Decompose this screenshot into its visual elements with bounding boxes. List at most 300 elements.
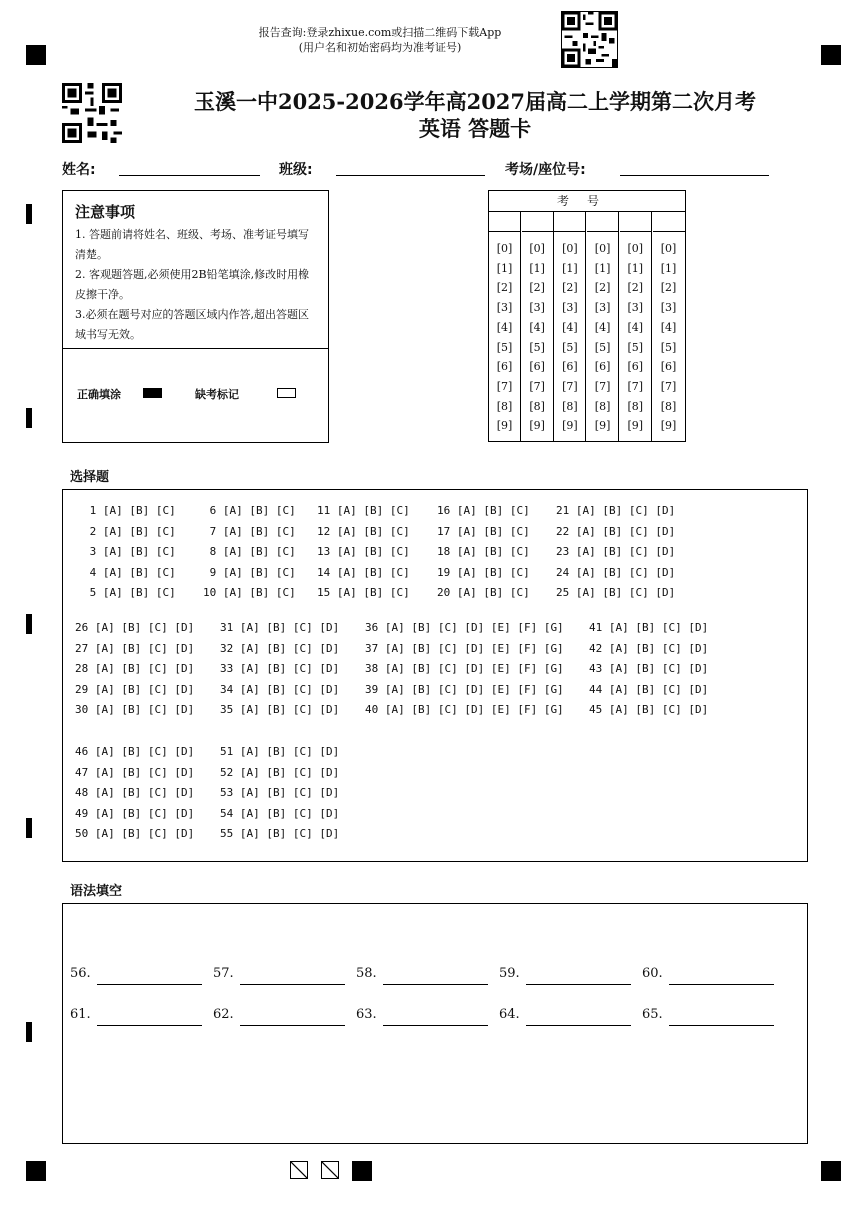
question-number: 43 [589,662,609,676]
digit-bubble[interactable]: [2] [529,281,545,295]
exam-number-column [653,211,685,441]
digit-bubble[interactable]: [3] [627,301,644,315]
exam-number-write-cell[interactable] [620,211,651,232]
question-number: 45 [589,703,609,717]
answer-options[interactable]: [A] [B] [C] [D] [608,621,709,634]
digit-bubble[interactable]: [6] [562,360,578,374]
digit-bubble[interactable]: [1] [562,261,578,275]
digit-bubble[interactable]: [3] [594,301,611,315]
exam-number-write-cell[interactable] [554,211,585,232]
choice-question[interactable] [589,683,708,696]
blank-answer-line[interactable] [240,1025,345,1026]
answer-options[interactable]: [A] [B] [C] [222,524,296,538]
answer-options[interactable]: [A] [B] [C] [456,565,530,579]
digit-bubble[interactable]: [8] [627,399,644,413]
answer-options[interactable]: [A] [B] [C] [456,545,530,559]
answer-options[interactable]: [A] [B] [C] [D] [608,682,709,696]
choice-question[interactable] [317,504,410,517]
answer-options[interactable]: [A] [B] [C] [D] [94,641,195,655]
choice-question[interactable] [75,786,194,799]
answer-options[interactable]: [A] [B] [C] [D] [239,786,340,800]
choice-question[interactable] [220,827,339,840]
digit-bubble[interactable]: [7] [594,379,611,393]
blank-answer-line[interactable] [97,984,202,985]
question-number: 5 [83,586,103,600]
exam-number-write-cell[interactable] [587,211,618,232]
answer-options[interactable]: [A] [B] [C] [102,565,176,579]
answer-options[interactable]: [A] [B] [C] [D] [94,827,195,841]
choice-question[interactable] [75,766,194,779]
corner-mark-top-left [26,45,46,65]
answer-options[interactable]: [A] [B] [C] [D] [94,621,195,634]
digit-bubble[interactable]: [7] [496,379,513,393]
question-number: 49 [75,806,95,820]
name-label: 姓名: [62,162,96,178]
answer-options[interactable]: [A] [B] [C] [456,524,530,538]
blank-number: 57. [213,966,234,981]
blank-number: 59. [499,966,520,981]
blank-answer-line[interactable] [240,984,345,985]
digit-bubble[interactable]: [8] [496,399,513,413]
choice-question[interactable] [75,642,194,655]
digit-bubble[interactable]: [9] [529,419,545,433]
choice-question[interactable] [365,703,564,716]
qr-pattern [62,83,122,143]
choice-question[interactable] [220,766,339,779]
report-query-notice [200,25,560,55]
absent-mark-box[interactable] [277,388,296,398]
blank-answer-line[interactable] [383,984,488,985]
choice-question[interactable] [589,703,708,716]
answer-options[interactable]: [A] [B] [C] [D] [239,765,340,779]
question-number: 19 [437,565,457,579]
choice-question[interactable] [589,642,708,655]
choice-question[interactable] [556,504,675,517]
answer-options[interactable]: [A] [B] [C] [D] [239,703,340,717]
password-hint-line: (用户名和初始密码均为准考证号) [298,41,462,54]
hatch-icon [291,1162,307,1178]
digit-bubble[interactable]: [6] [660,360,677,374]
choice-question[interactable] [317,586,410,599]
question-number: 18 [437,545,457,559]
answer-options[interactable]: [A] [B] [C] [222,586,296,600]
exam-number-digit-bubbles [489,232,520,436]
digit-bubble[interactable]: [5] [627,340,644,354]
answer-options[interactable]: [A] [B] [C] [456,586,530,600]
digit-bubble[interactable]: [5] [496,340,513,354]
blank-number: 63. [356,1007,377,1022]
choice-question[interactable] [589,621,708,634]
class-field[interactable] [336,175,485,176]
answer-options[interactable]: [A] [B] [C] [D] [608,641,709,655]
digit-bubble[interactable]: [4] [594,320,611,334]
digit-bubble[interactable]: [1] [594,261,611,275]
answer-options[interactable]: [A] [B] [C] [D] [239,621,340,634]
answer-options[interactable]: [A] [B] [C] [336,545,410,559]
answer-options[interactable]: [A] [B] [C] [D] [239,662,340,676]
question-number: 55 [220,827,240,841]
answer-options[interactable]: [A] [B] [C] [336,586,410,600]
answer-options[interactable]: [A] [B] [C] [D] [E] [F] [G] [384,621,564,634]
correct-fill-sample [143,388,162,398]
exam-number-column [620,211,652,441]
answer-options[interactable]: [A] [B] [C] [D] [94,765,195,779]
question-number: 46 [75,745,95,758]
blank-answer-line[interactable] [669,984,774,985]
choice-question[interactable] [220,703,339,716]
timing-mark [26,408,32,428]
digit-bubble[interactable]: [6] [529,360,545,374]
answer-options[interactable]: [A] [B] [C] [D] [575,565,676,579]
question-number: 1 [83,504,103,517]
question-number: 27 [75,641,95,655]
answer-options[interactable]: [A] [B] [C] [D] [575,545,676,559]
digit-bubble[interactable]: [7] [627,379,644,393]
digit-bubble[interactable]: [8] [529,399,545,413]
choice-question[interactable] [589,662,708,675]
answer-options[interactable]: [A] [B] [C] [102,504,176,517]
digit-bubble[interactable]: [6] [594,360,611,374]
corner-mark-top-right [821,45,841,65]
exam-number-write-cell[interactable] [489,211,520,232]
report-query-line: 报告查询:登录zhixue.com或扫描二维码下载App [258,26,502,39]
question-number: 11 [317,504,337,517]
digit-bubble[interactable]: [5] [660,340,677,354]
question-number: 51 [220,745,240,758]
notes-divider [63,348,328,349]
answer-options[interactable]: [A] [B] [C] [D] [575,524,676,538]
digit-bubble[interactable]: [3] [529,301,545,315]
choice-question[interactable] [437,504,530,517]
digit-bubble[interactable]: [4] [496,320,513,334]
digit-bubble[interactable]: [0] [529,242,545,255]
choice-question[interactable] [75,621,194,634]
question-number: 9 [203,565,223,579]
answer-options[interactable]: [A] [B] [C] [D] [E] [F] [G] [384,682,564,696]
digit-bubble[interactable]: [2] [496,281,513,295]
student-qr-code [62,83,122,143]
digit-bubble[interactable]: [8] [594,399,611,413]
question-number: 28 [75,662,95,676]
choice-question[interactable] [365,683,564,696]
answer-options[interactable]: [A] [B] [C] [D] [94,806,195,820]
choice-question[interactable] [75,683,194,696]
question-number: 36 [365,621,385,634]
digit-bubble[interactable]: [4] [529,320,545,334]
question-number: 3 [83,545,103,559]
digit-bubble[interactable]: [5] [562,340,578,354]
exam-number-header: 考号 [489,191,685,212]
digit-bubble[interactable]: [2] [594,281,611,295]
digit-bubble[interactable]: [4] [562,320,578,334]
choice-question[interactable] [317,525,410,538]
exam-number-column [522,211,554,441]
blank-answer-line[interactable] [383,1025,488,1026]
question-number: 8 [203,545,223,559]
question-number: 29 [75,682,95,696]
choice-question[interactable] [75,745,194,758]
absent-mark-label: 缺考标记 [195,388,239,401]
choice-question[interactable] [437,566,530,579]
exam-number-column [587,211,619,441]
digit-bubble[interactable]: [7] [660,379,677,393]
question-number: 53 [220,786,240,800]
digit-bubble[interactable]: [3] [562,301,578,315]
choice-question[interactable] [220,745,339,758]
question-number: 41 [589,621,609,634]
digit-bubble[interactable]: [5] [594,340,611,354]
digit-bubble[interactable]: [0] [660,242,677,255]
name-field[interactable] [119,175,260,176]
timing-mark [26,614,32,634]
answer-options[interactable]: [A] [B] [C] [D] [94,745,195,758]
exam-number-grid [488,190,686,442]
question-number: 22 [556,524,576,538]
choice-question[interactable] [556,525,675,538]
question-number: 15 [317,586,337,600]
answer-options[interactable]: [A] [B] [C] [D] [239,641,340,655]
question-number: 12 [317,524,337,538]
question-number: 7 [203,524,223,538]
answer-options[interactable]: [A] [B] [C] [D] [239,745,340,758]
timing-mark [26,818,32,838]
answer-options[interactable]: [A] [B] [C] [D] [239,806,340,820]
exam-number-write-cell[interactable] [653,211,685,232]
choice-question[interactable] [220,621,339,634]
blank-number: 58. [356,966,377,981]
question-number: 52 [220,765,240,779]
choice-question[interactable] [203,504,296,517]
answer-options[interactable]: [A] [B] [C] [222,545,296,559]
digit-bubble[interactable]: [1] [496,261,513,275]
digit-bubble[interactable]: [4] [660,320,677,334]
choice-question[interactable] [437,525,530,538]
choice-question[interactable] [220,642,339,655]
blank-answer-line[interactable] [526,984,631,985]
exam-number-column [489,211,521,441]
question-number: 47 [75,765,95,779]
digit-bubble[interactable]: [2] [627,281,644,295]
digit-bubble[interactable]: [1] [529,261,545,275]
digit-bubble[interactable]: [6] [496,360,513,374]
class-label: 班级: [279,162,313,178]
seat-field[interactable] [620,175,769,176]
question-number: 48 [75,786,95,800]
exam-number-digit-bubbles [587,232,618,436]
blank-answer-line[interactable] [526,1025,631,1026]
choice-section-label: 选择题 [70,470,110,485]
blank-number: 64. [499,1007,520,1022]
digit-bubble[interactable]: [8] [660,399,677,413]
choice-question[interactable] [556,545,675,558]
choice-question[interactable] [556,586,675,599]
choice-question[interactable] [75,703,194,716]
notes-list [75,225,315,345]
answer-options[interactable]: [A] [B] [C] [D] [575,504,676,517]
notes-box [62,190,329,443]
digit-bubble[interactable]: [9] [496,419,513,433]
digit-bubble[interactable]: [9] [562,419,578,433]
timing-mark [26,204,32,224]
question-number: 40 [365,703,385,717]
digit-bubble[interactable]: [1] [627,261,644,275]
question-number: 14 [317,565,337,579]
answer-options[interactable]: [A] [B] [C] [336,524,410,538]
digit-bubble[interactable]: [7] [529,379,545,393]
digit-bubble[interactable]: [2] [660,281,677,295]
digit-bubble[interactable]: [3] [660,301,677,315]
digit-bubble[interactable]: [2] [562,281,578,295]
choice-question[interactable] [220,662,339,675]
question-number: 38 [365,662,385,676]
app-download-qr-code[interactable] [561,11,618,68]
question-number: 4 [83,565,103,579]
question-number: 50 [75,827,95,841]
notes-item: 1. 答题前请将姓名、班级、考场、准考证号填写清楚。 [75,228,309,261]
hatch-icon [322,1162,338,1178]
digit-bubble[interactable]: [0] [594,242,611,255]
corner-mark-bottom-right [821,1161,841,1181]
digit-bubble[interactable]: [9] [660,419,677,433]
choice-question[interactable] [317,545,410,558]
question-number: 25 [556,586,576,600]
question-number: 17 [437,524,457,538]
digit-bubble[interactable]: [4] [627,320,644,334]
choice-question[interactable] [75,807,194,820]
answer-options[interactable]: [A] [B] [C] [D] [94,682,195,696]
choice-question[interactable] [220,683,339,696]
corner-mark-bottom-left [26,1161,46,1181]
choice-answer-area [62,489,808,862]
question-number: 23 [556,545,576,559]
choice-question[interactable] [203,566,296,579]
digit-bubble[interactable]: [5] [529,340,545,354]
exam-number-digit-bubbles [653,232,685,436]
digit-bubble[interactable]: [1] [660,261,677,275]
answer-options[interactable]: [A] [B] [C] [D] [239,682,340,696]
question-number: 39 [365,682,385,696]
digit-bubble[interactable]: [6] [627,360,644,374]
question-number: 24 [556,565,576,579]
answer-options[interactable]: [A] [B] [C] [D] [239,827,340,841]
exam-number-digit-bubbles [522,232,553,436]
digit-bubble[interactable]: [7] [562,379,578,393]
question-number: 44 [589,682,609,696]
page-mark-hatched [290,1161,308,1179]
choice-question[interactable] [203,545,296,558]
choice-question[interactable] [83,525,176,538]
digit-bubble[interactable]: [3] [496,301,513,315]
choice-question[interactable] [365,662,564,675]
digit-bubble[interactable]: [9] [627,419,644,433]
choice-question[interactable] [203,586,296,599]
question-number: 6 [203,504,223,517]
answer-options[interactable]: [A] [B] [C] [456,504,530,517]
qr-pattern [562,12,617,67]
choice-question[interactable] [83,545,176,558]
question-number: 21 [556,504,576,517]
answer-options[interactable]: [A] [B] [C] [336,565,410,579]
question-number: 13 [317,545,337,559]
question-number: 16 [437,504,457,517]
exam-title: 玉溪一中2025-2026学年高2027届高二上学期第二次月考 [193,89,757,114]
blank-answer-line[interactable] [97,1025,202,1026]
answer-options[interactable]: [A] [B] [C] [336,504,410,517]
choice-question[interactable] [83,586,176,599]
answer-options[interactable]: [A] [B] [C] [102,586,176,600]
choice-question[interactable] [75,827,194,840]
page-mark-hatched [321,1161,339,1179]
choice-question[interactable] [203,525,296,538]
exam-subtitle: 英语 答题卡 [418,116,532,141]
digit-bubble[interactable]: [9] [594,419,611,433]
answer-options[interactable]: [A] [B] [C] [102,524,176,538]
answer-options[interactable]: [A] [B] [C] [D] [94,662,195,676]
notes-title: 注意事项 [75,203,136,221]
answer-options[interactable]: [A] [B] [C] [D] [E] [F] [G] [384,662,564,676]
question-number: 33 [220,662,240,676]
choice-question[interactable] [437,545,530,558]
correct-fill-label: 正确填涂 [77,388,121,401]
choice-question[interactable] [365,642,564,655]
answer-options[interactable]: [A] [B] [C] [D] [575,586,676,600]
answer-options[interactable]: [A] [B] [C] [222,504,296,517]
choice-question[interactable] [220,807,339,820]
digit-bubble[interactable]: [0] [562,242,578,255]
question-number: 42 [589,641,609,655]
answer-options[interactable]: [A] [B] [C] [102,545,176,559]
blank-number: 65. [642,1007,663,1022]
notes-item: 3.必须在题号对应的答题区域内作答,超出答题区域书写无效。 [75,308,309,341]
blank-number: 60. [642,966,663,981]
choice-question[interactable] [220,786,339,799]
choice-question[interactable] [83,504,176,517]
choice-question[interactable] [75,662,194,675]
answer-options[interactable]: [A] [B] [C] [222,565,296,579]
question-number: 35 [220,703,240,717]
question-number: 34 [220,682,240,696]
grammar-answer-area [62,903,808,1144]
seat-label: 考场/座位号: [505,162,586,178]
exam-number-digit-bubbles [554,232,585,436]
blank-answer-line[interactable] [669,1025,774,1026]
blank-number: 62. [213,1007,234,1022]
question-number: 10 [203,586,223,600]
choice-question[interactable] [365,621,564,634]
timing-mark [26,1022,32,1042]
choice-question[interactable] [317,566,410,579]
choice-question[interactable] [556,566,675,579]
grammar-section-label: 语法填空 [70,884,123,899]
exam-number-write-cell[interactable] [522,211,553,232]
answer-options[interactable]: [A] [B] [C] [D] [E] [F] [G] [384,641,564,655]
question-number: 26 [75,621,95,634]
digit-bubble[interactable]: [0] [627,242,644,255]
answer-options[interactable]: [A] [B] [C] [D] [608,703,709,717]
question-number: 2 [83,524,103,538]
answer-options[interactable]: [A] [B] [C] [D] [94,703,195,717]
digit-bubble[interactable]: [8] [562,399,578,413]
blank-number: 61. [70,1007,91,1022]
answer-options[interactable]: [A] [B] [C] [D] [E] [F] [G] [384,703,564,717]
question-number: 30 [75,703,95,717]
choice-question[interactable] [437,586,530,599]
answer-options[interactable]: [A] [B] [C] [D] [94,786,195,800]
question-number: 31 [220,621,240,634]
answer-options[interactable]: [A] [B] [C] [D] [608,662,709,676]
digit-bubble[interactable]: [0] [496,242,513,255]
choice-question[interactable] [83,566,176,579]
